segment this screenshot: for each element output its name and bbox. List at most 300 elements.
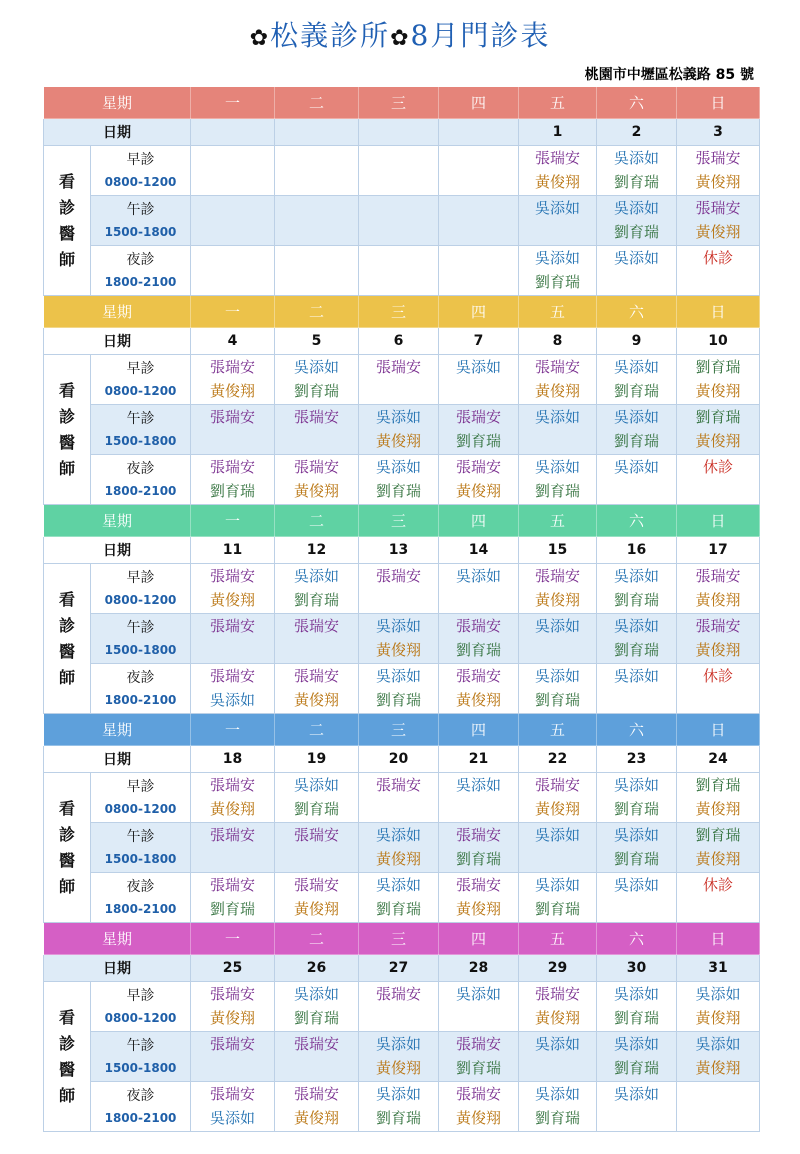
doctor-name: 劉育瑞	[456, 850, 502, 868]
doctor-name: 劉育瑞	[376, 1109, 422, 1127]
doctor-name: 休診	[703, 458, 734, 476]
schedule-cell	[439, 1082, 519, 1132]
schedule-cell	[677, 455, 760, 505]
schedule-cell	[519, 355, 597, 405]
doctor-name: 黃俊翔	[535, 1009, 581, 1027]
weekday-label: 一	[191, 714, 275, 746]
schedule-cell	[275, 246, 359, 296]
slot-row	[44, 664, 760, 714]
slot-name: 早診	[126, 779, 155, 795]
schedule-cell	[519, 664, 597, 714]
schedule-cell	[191, 614, 275, 664]
week-header-row	[44, 505, 760, 537]
weekday-label: 日	[677, 87, 760, 119]
side-label-char: 醫	[58, 432, 75, 452]
slot-time: 0800-1200	[104, 593, 177, 607]
date-cell: 10	[677, 328, 760, 355]
schedule-cell	[677, 405, 760, 455]
slot-time: 0800-1200	[104, 802, 177, 816]
doctor-name: 黃俊翔	[294, 482, 340, 500]
schedule-cell	[359, 246, 439, 296]
date-cell: 23	[597, 746, 677, 773]
schedule-cell	[439, 982, 519, 1032]
doctor-name: 吳添如	[535, 876, 581, 894]
doctor-name: 劉育瑞	[294, 591, 340, 609]
doctor-name: 吳添如	[614, 776, 660, 794]
doctor-name: 吳添如	[294, 567, 340, 585]
week-header-row	[44, 714, 760, 746]
doctor-name: 張瑞安	[294, 876, 340, 894]
doctor-name: 劉育瑞	[210, 482, 256, 500]
slot-time: 1800-2100	[104, 693, 177, 707]
slot-name: 夜診	[126, 670, 155, 686]
date-cell	[275, 119, 359, 146]
week-header-row	[44, 923, 760, 955]
doctor-name: 黃俊翔	[535, 591, 581, 609]
weekday-label: 一	[191, 923, 275, 955]
schedule-cell	[275, 773, 359, 823]
doctor-name: 黃俊翔	[456, 482, 502, 500]
schedule-cell	[439, 246, 519, 296]
side-label-char: 看	[58, 1007, 75, 1027]
doctor-name: 張瑞安	[210, 567, 256, 585]
schedule-cell	[677, 146, 760, 196]
date-cell: 13	[359, 537, 439, 564]
doctor-name: 張瑞安	[210, 985, 256, 1003]
schedule-cell	[677, 773, 760, 823]
doctor-name: 劉育瑞	[535, 482, 581, 500]
schedule-cell	[275, 196, 359, 246]
clinic-name: 松義診所	[270, 19, 391, 52]
doctor-name: 張瑞安	[535, 358, 581, 376]
slot-time: 0800-1200	[104, 175, 177, 189]
slot-row	[44, 982, 760, 1032]
schedule-cell	[597, 246, 677, 296]
doctor-name: 黃俊翔	[695, 1059, 741, 1077]
date-label: 日期	[44, 119, 191, 146]
doctor-name: 劉育瑞	[695, 776, 741, 794]
schedule-cell	[677, 614, 760, 664]
slot-time: 1800-2100	[104, 275, 177, 289]
schedule-cell	[275, 614, 359, 664]
date-cell: 18	[191, 746, 275, 773]
date-cell: 24	[677, 746, 760, 773]
slot-label	[91, 146, 191, 196]
doctor-side-label	[44, 773, 91, 923]
schedule-cell	[359, 614, 439, 664]
weekday-label: 日	[677, 296, 760, 328]
weekday-label: 五	[519, 296, 597, 328]
doctor-name: 吳添如	[535, 199, 581, 217]
schedule-cell	[597, 982, 677, 1032]
doctor-name: 張瑞安	[294, 408, 340, 426]
schedule-cell	[677, 246, 760, 296]
weekday-label: 二	[275, 296, 359, 328]
schedule-cell	[359, 455, 439, 505]
date-cell: 12	[275, 537, 359, 564]
doctor-name: 黃俊翔	[695, 432, 741, 450]
schedule-cell	[191, 146, 275, 196]
slot-label	[91, 405, 191, 455]
slot-time: 0800-1200	[104, 384, 177, 398]
doctor-name: 吳添如	[535, 667, 581, 685]
slot-name: 午診	[126, 829, 155, 845]
weekday-label: 一	[191, 296, 275, 328]
slot-name: 夜診	[126, 252, 155, 268]
side-label-char: 診	[58, 824, 75, 844]
schedule-cell	[677, 1082, 760, 1132]
schedule-cell	[191, 1032, 275, 1082]
doctor-side-label	[44, 564, 91, 714]
slot-name: 早診	[126, 152, 155, 168]
schedule-cell	[439, 873, 519, 923]
doctor-name: 劉育瑞	[614, 382, 660, 400]
date-cell	[439, 119, 519, 146]
schedule-cell	[597, 1032, 677, 1082]
schedule-cell	[677, 196, 760, 246]
doctor-name: 張瑞安	[695, 199, 741, 217]
schedule-cell	[191, 773, 275, 823]
doctor-name: 吳添如	[376, 1035, 422, 1053]
schedule-cell	[275, 1082, 359, 1132]
doctor-name: 吳添如	[535, 617, 581, 635]
schedule-cell	[191, 455, 275, 505]
doctor-name: 吳添如	[614, 826, 660, 844]
slot-time: 1500-1800	[104, 434, 177, 448]
doctor-name: 吳添如	[294, 985, 340, 1003]
schedule-cell	[519, 773, 597, 823]
doctor-side-label	[44, 146, 91, 296]
schedule-cell	[677, 1032, 760, 1082]
doctor-name: 吳添如	[695, 1035, 741, 1053]
schedule-cell	[191, 355, 275, 405]
schedule-cell	[191, 405, 275, 455]
weekday-label: 三	[359, 505, 439, 537]
doctor-name: 黃俊翔	[535, 173, 581, 191]
weekday-label: 五	[519, 923, 597, 955]
doctor-name: 劉育瑞	[614, 223, 660, 241]
schedule-cell	[597, 405, 677, 455]
schedule-cell	[275, 1032, 359, 1082]
schedule-cell	[191, 246, 275, 296]
schedule-cell	[191, 982, 275, 1032]
side-label-char: 診	[58, 615, 75, 635]
doctor-name: 劉育瑞	[695, 826, 741, 844]
date-cell: 17	[677, 537, 760, 564]
schedule-cell	[439, 196, 519, 246]
doctor-side-label	[44, 355, 91, 505]
doctor-name: 劉育瑞	[456, 432, 502, 450]
doctor-name: 吳添如	[456, 358, 502, 376]
slot-row	[44, 614, 760, 664]
date-cell: 29	[519, 955, 597, 982]
doctor-name: 張瑞安	[456, 458, 502, 476]
doctor-name: 張瑞安	[535, 149, 581, 167]
clinic-emblem-icon-2: ✿	[390, 26, 411, 51]
doctor-name: 張瑞安	[456, 1035, 502, 1053]
doctor-name: 吳添如	[614, 149, 660, 167]
doctor-name: 吳添如	[456, 985, 502, 1003]
slot-row	[44, 146, 760, 196]
doctor-name: 吳添如	[614, 458, 660, 476]
doctor-name: 吳添如	[614, 249, 660, 267]
doctor-name: 張瑞安	[376, 567, 422, 585]
date-cell: 19	[275, 746, 359, 773]
schedule-cell	[359, 664, 439, 714]
doctor-name: 黃俊翔	[535, 800, 581, 818]
date-cell: 8	[519, 328, 597, 355]
date-cell: 16	[597, 537, 677, 564]
schedule-cell	[597, 614, 677, 664]
doctor-name: 張瑞安	[210, 458, 256, 476]
schedule-cell	[359, 564, 439, 614]
doctor-name: 吳添如	[376, 876, 422, 894]
doctor-name: 張瑞安	[376, 985, 422, 1003]
side-label-char: 師	[58, 1085, 75, 1105]
doctor-name: 吳添如	[376, 826, 422, 844]
schedule-cell	[191, 564, 275, 614]
weekday-label: 二	[275, 87, 359, 119]
doctor-name: 劉育瑞	[535, 900, 581, 918]
slot-label	[91, 196, 191, 246]
schedule-cell	[359, 196, 439, 246]
weekday-label: 四	[439, 714, 519, 746]
schedule-cell	[597, 455, 677, 505]
doctor-name: 張瑞安	[210, 876, 256, 894]
doctor-name: 黃俊翔	[695, 382, 741, 400]
doctor-name: 張瑞安	[456, 876, 502, 894]
schedule-cell	[191, 873, 275, 923]
schedule-cell	[191, 823, 275, 873]
slot-row	[44, 196, 760, 246]
schedule-cell	[519, 196, 597, 246]
slot-time: 1500-1800	[104, 1061, 177, 1075]
doctor-name: 張瑞安	[695, 617, 741, 635]
slot-row	[44, 355, 760, 405]
date-cell: 5	[275, 328, 359, 355]
schedule-cell	[519, 455, 597, 505]
doctor-name: 張瑞安	[210, 667, 256, 685]
date-cell: 7	[439, 328, 519, 355]
doctor-name: 黃俊翔	[695, 800, 741, 818]
week-header-row	[44, 296, 760, 328]
doctor-name: 吳添如	[614, 408, 660, 426]
schedule-cell	[359, 982, 439, 1032]
doctor-name: 吳添如	[376, 458, 422, 476]
doctor-name: 吳添如	[614, 358, 660, 376]
side-label-char: 醫	[58, 850, 75, 870]
weekday-label: 四	[439, 923, 519, 955]
doctor-name: 黃俊翔	[294, 1109, 340, 1127]
slot-label	[91, 823, 191, 873]
doctor-name: 張瑞安	[210, 617, 256, 635]
doctor-name: 吳添如	[614, 567, 660, 585]
doctor-name: 劉育瑞	[614, 173, 660, 191]
doctor-name: 黃俊翔	[695, 591, 741, 609]
doctor-name: 吳添如	[535, 826, 581, 844]
doctor-name: 黃俊翔	[695, 641, 741, 659]
doctor-name: 張瑞安	[456, 1085, 502, 1103]
date-cell	[359, 119, 439, 146]
slot-time: 1800-2100	[104, 1111, 177, 1125]
date-cell: 2	[597, 119, 677, 146]
schedule-cell	[677, 355, 760, 405]
weekday-label: 六	[597, 714, 677, 746]
doctor-name: 劉育瑞	[614, 591, 660, 609]
side-label-char: 診	[58, 1033, 75, 1053]
weekday-label: 日	[677, 714, 760, 746]
doctor-name: 休診	[703, 249, 734, 267]
doctor-name: 吳添如	[535, 408, 581, 426]
weekday-label: 四	[439, 505, 519, 537]
slot-row	[44, 246, 760, 296]
doctor-name: 張瑞安	[456, 408, 502, 426]
schedule-cell	[359, 405, 439, 455]
date-cell: 20	[359, 746, 439, 773]
schedule-cell	[439, 355, 519, 405]
weekday-label: 六	[597, 296, 677, 328]
doctor-name: 劉育瑞	[294, 800, 340, 818]
doctor-name: 吳添如	[614, 985, 660, 1003]
doctor-name: 劉育瑞	[535, 1109, 581, 1127]
schedule-cell	[275, 823, 359, 873]
slot-label	[91, 982, 191, 1032]
weekday-header-label: 星期	[44, 714, 191, 746]
slot-label	[91, 355, 191, 405]
slot-name: 夜診	[126, 1088, 155, 1104]
schedule-cell	[597, 823, 677, 873]
doctor-name: 張瑞安	[294, 458, 340, 476]
schedule-cell	[597, 564, 677, 614]
doctor-name: 張瑞安	[210, 776, 256, 794]
doctor-name: 吳添如	[210, 1109, 256, 1127]
date-cell: 21	[439, 746, 519, 773]
doctor-name: 劉育瑞	[535, 691, 581, 709]
schedule-cell	[519, 1082, 597, 1132]
side-label-char: 看	[58, 380, 75, 400]
date-row	[44, 119, 760, 146]
schedule-cell	[519, 246, 597, 296]
date-label: 日期	[44, 955, 191, 982]
schedule-cell	[597, 773, 677, 823]
doctor-name: 張瑞安	[294, 667, 340, 685]
slot-time: 1800-2100	[104, 902, 177, 916]
doctor-name: 劉育瑞	[614, 850, 660, 868]
doctor-name: 劉育瑞	[535, 273, 581, 291]
date-cell: 1	[519, 119, 597, 146]
doctor-name: 吳添如	[456, 567, 502, 585]
doctor-name: 劉育瑞	[376, 900, 422, 918]
doctor-name: 黃俊翔	[210, 591, 256, 609]
schedule-cell	[597, 664, 677, 714]
schedule-cell	[519, 1032, 597, 1082]
schedule-cell	[597, 1082, 677, 1132]
date-cell: 31	[677, 955, 760, 982]
date-cell: 28	[439, 955, 519, 982]
schedule-cell	[359, 873, 439, 923]
weekday-label: 六	[597, 87, 677, 119]
slot-time: 1500-1800	[104, 643, 177, 657]
doctor-name: 吳添如	[614, 1085, 660, 1103]
doctor-name: 張瑞安	[210, 1085, 256, 1103]
clinic-emblem-icon: ✿	[249, 26, 271, 51]
slot-name: 夜診	[126, 879, 155, 895]
date-cell: 14	[439, 537, 519, 564]
slot-label	[91, 664, 191, 714]
doctor-name: 吳添如	[614, 1035, 660, 1053]
doctor-name: 吳添如	[614, 617, 660, 635]
weekday-header-label: 星期	[44, 505, 191, 537]
doctor-name: 劉育瑞	[695, 358, 741, 376]
schedule-cell	[439, 664, 519, 714]
weekday-label: 三	[359, 87, 439, 119]
doctor-name: 吳添如	[535, 458, 581, 476]
doctor-name: 吳添如	[535, 1085, 581, 1103]
date-cell: 6	[359, 328, 439, 355]
date-label: 日期	[44, 537, 191, 564]
date-row	[44, 328, 760, 355]
schedule-cell	[597, 146, 677, 196]
slot-time: 1500-1800	[104, 225, 177, 239]
schedule-cell	[519, 564, 597, 614]
doctor-name: 張瑞安	[456, 617, 502, 635]
slot-name: 早診	[126, 361, 155, 377]
slot-row	[44, 1032, 760, 1082]
schedule-cell	[519, 873, 597, 923]
doctor-name: 張瑞安	[210, 358, 256, 376]
schedule-cell	[519, 982, 597, 1032]
doctor-name: 張瑞安	[294, 1085, 340, 1103]
slot-name: 午診	[126, 1038, 155, 1054]
schedule-cell	[439, 564, 519, 614]
schedule-cell	[275, 405, 359, 455]
side-label-char: 醫	[58, 223, 75, 243]
doctor-name: 吳添如	[376, 408, 422, 426]
doctor-name: 黃俊翔	[535, 382, 581, 400]
doctor-name: 黃俊翔	[376, 432, 422, 450]
weekday-label: 日	[677, 923, 760, 955]
date-label: 日期	[44, 328, 191, 355]
doctor-name: 吳添如	[614, 199, 660, 217]
schedule-cell	[519, 614, 597, 664]
doctor-name: 劉育瑞	[376, 691, 422, 709]
weekday-label: 三	[359, 296, 439, 328]
doctor-name: 吳添如	[376, 667, 422, 685]
schedule-cell	[359, 823, 439, 873]
date-cell: 11	[191, 537, 275, 564]
schedule-cell	[275, 146, 359, 196]
doctor-name: 黃俊翔	[376, 641, 422, 659]
schedule-cell	[597, 873, 677, 923]
schedule-month-title: 8月門診表	[410, 19, 551, 52]
side-label-char: 醫	[58, 641, 75, 661]
doctor-name: 劉育瑞	[294, 382, 340, 400]
schedule-cell	[359, 1082, 439, 1132]
weekday-label: 六	[597, 923, 677, 955]
doctor-name: 吳添如	[456, 776, 502, 794]
slot-row	[44, 773, 760, 823]
schedule-cell	[191, 1082, 275, 1132]
doctor-name: 吳添如	[376, 1085, 422, 1103]
schedule-cell	[191, 664, 275, 714]
doctor-name: 吳添如	[695, 985, 741, 1003]
date-row	[44, 955, 760, 982]
side-label-char: 師	[58, 876, 75, 896]
doctor-name: 劉育瑞	[376, 482, 422, 500]
doctor-name: 黃俊翔	[456, 691, 502, 709]
doctor-name: 劉育瑞	[614, 800, 660, 818]
side-label-char: 診	[58, 406, 75, 426]
